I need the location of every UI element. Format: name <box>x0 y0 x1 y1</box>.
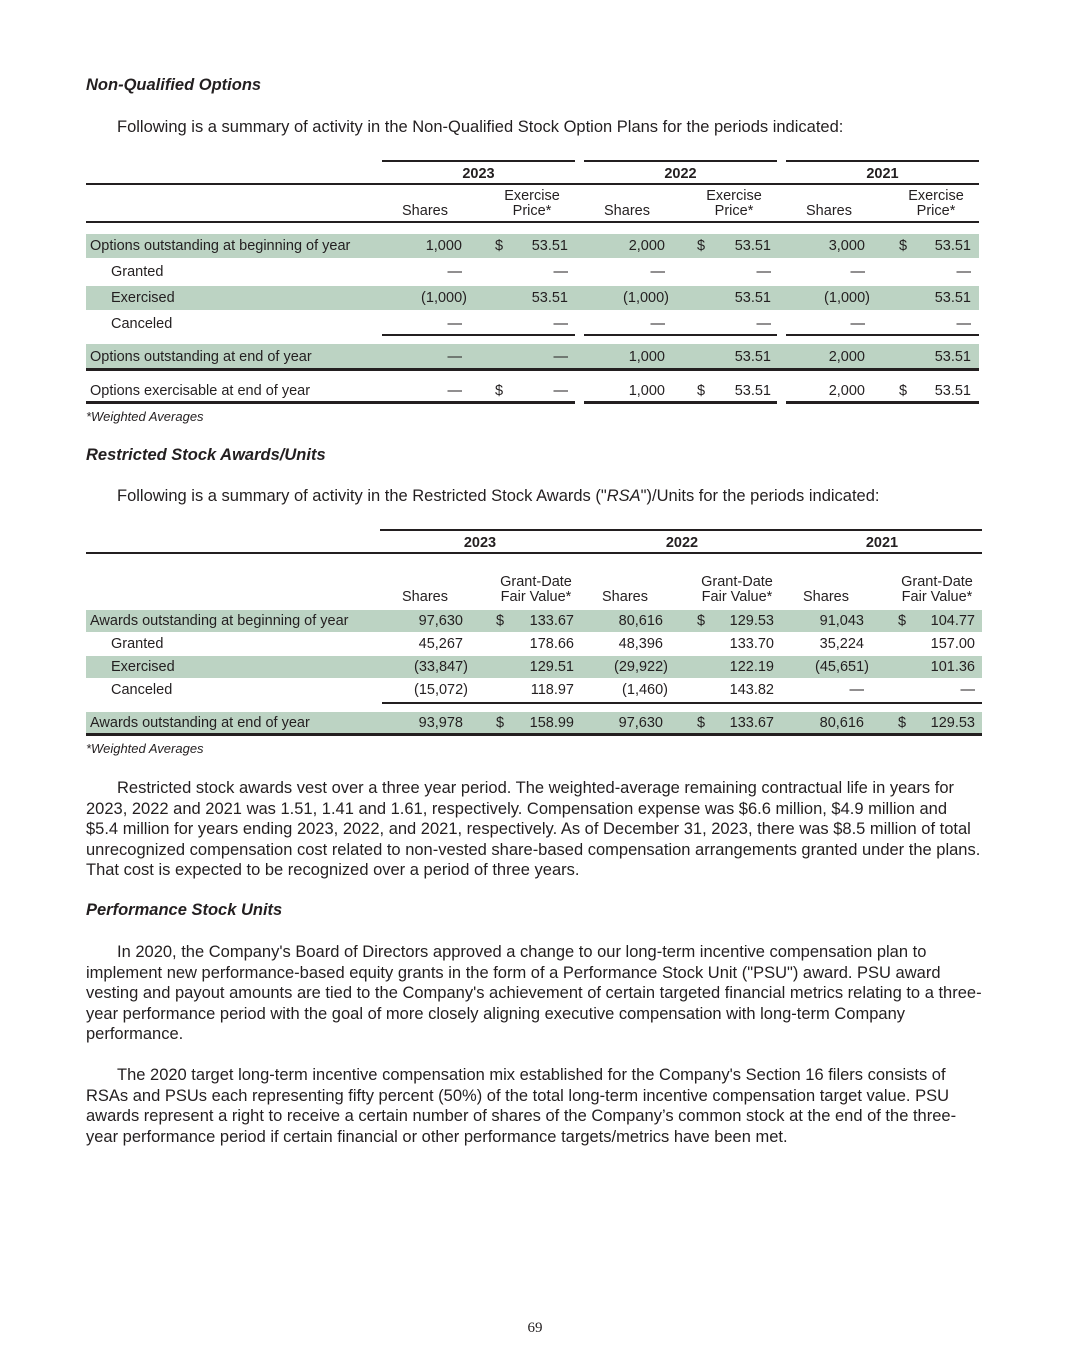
cell-shares-2021: — <box>850 316 865 332</box>
cell-shares-2022: — <box>650 264 665 280</box>
table-row <box>86 679 982 701</box>
table-row <box>86 286 979 310</box>
cell-shares-2021: 2,000 <box>828 349 865 365</box>
cell-shares-2023: — <box>447 316 462 332</box>
rsa-col-shares-2021: Shares <box>803 589 849 605</box>
rsa-year-2022: 2022 <box>665 535 699 551</box>
row-label: Awards outstanding at beginning of year <box>90 613 349 629</box>
cell-shares-2021: 35,224 <box>819 636 864 652</box>
cell-price-2023: 53.51 <box>531 238 568 254</box>
table-row <box>86 633 982 655</box>
rsa-col-value-2022: Grant-Date Fair Value* <box>701 574 773 605</box>
cell-shares-2022: 1,000 <box>628 349 665 365</box>
cell-shares-2022: 2,000 <box>628 238 665 254</box>
cell-shares-2021: (1,000) <box>824 290 870 306</box>
cell-shares-2021: 3,000 <box>828 238 865 254</box>
rsa-paragraph: Restricted stock awards vest over a three year period. The weighted-average remaining contractual life in years for 2023, 2022 and 2021 was 1.51, 1.41 and 1.61, respectively. Compensation expense was $6.6 million, $4.9 million and $5.4 million for years ending 2023, 2022, and 2021, respectively. As of December 31, 2023, there was $8.5 million of total unrecognized compensation cost related to non-vested share-based compensation arrangements granted under the plans. That cost is expected to be recognized over a period of three years. <box>86 779 981 879</box>
table-row <box>86 378 979 402</box>
row-label: Options outstanding at end of year <box>90 349 312 365</box>
row-label: Exercised <box>111 290 175 306</box>
row-label: Options exercisable at end of year <box>90 383 311 399</box>
nqo-col-price-2023: Exercise Price* <box>504 188 560 219</box>
cell-value-2021: 129.53 <box>930 715 975 731</box>
nqo-year-2023: 2023 <box>462 166 495 182</box>
cell-value-2023: 129.51 <box>529 659 574 675</box>
rsa-footnote: *Weighted Averages <box>86 741 204 756</box>
cell-price-2023: — <box>553 349 568 365</box>
cell-dollar-2021: $ <box>899 383 908 399</box>
cell-price-2023: — <box>553 264 568 280</box>
cell-value-2023: 118.97 <box>530 682 574 698</box>
cell-shares-2021: (45,651) <box>814 659 869 675</box>
table-row <box>86 312 979 336</box>
cell-price-2023: 53.51 <box>531 290 568 306</box>
rsa-col-value-2023: Grant-Date Fair Value* <box>500 574 572 605</box>
cell-shares-2021: 2,000 <box>828 383 865 399</box>
cell-shares-2021: — <box>849 682 864 698</box>
cell-value-2023: 158.99 <box>529 715 574 731</box>
cell-price-2021: 53.51 <box>934 290 971 306</box>
cell-value-2021: 101.36 <box>930 659 975 675</box>
nqo-heading: Non-Qualified Options <box>86 76 262 94</box>
cell-shares-2023: 1,000 <box>425 238 462 254</box>
cell-value-2021: 104.77 <box>930 613 975 629</box>
cell-dollar-2022: $ <box>697 383 706 399</box>
cell-value-2022: 133.70 <box>729 636 774 652</box>
cell-dollar-2023: $ <box>495 383 504 399</box>
nqo-col-shares-2022: Shares <box>604 203 650 219</box>
cell-shares-2022: (1,460) <box>622 682 668 698</box>
cell-price-2021: — <box>956 316 971 332</box>
table-row <box>86 712 982 734</box>
cell-dollar-2021: $ <box>898 715 907 731</box>
rsa-year-2023: 2023 <box>463 535 497 551</box>
cell-shares-2022: 80,616 <box>618 613 663 629</box>
cell-price-2022: — <box>756 316 771 332</box>
nqo-year-2021: 2021 <box>866 166 899 182</box>
cell-dollar-2023: $ <box>496 613 505 629</box>
rsa-intro-text: Following is a summary of activity in the Restricted Stock Awards (" <box>117 487 607 505</box>
table-row <box>86 260 979 284</box>
cell-dollar-2021: $ <box>899 238 908 254</box>
cell-shares-2023: — <box>447 383 462 399</box>
psu-paragraph-1: In 2020, the Company's Board of Directors approved a change to our long-term incentive compensation plan to implement new performance-based equity grants in the form of a Performance Stock Unit ("PSU") award. PSU award vesting and payout amounts are tied to the Company's achievement of certain targeted financial metrics relating to a three-year performance period with the goal of more closely aligning executive compensation with long-term Company performance. <box>86 943 982 1043</box>
psu-heading: Performance Stock Units <box>86 901 283 919</box>
cell-dollar-2021: $ <box>898 613 907 629</box>
cell-value-2023: 133.67 <box>529 613 574 629</box>
cell-shares-2023: (33,847) <box>413 659 468 675</box>
row-label: Canceled <box>111 682 173 698</box>
row-label: Canceled <box>111 316 173 332</box>
cell-value-2022: 133.67 <box>729 715 774 731</box>
rsa-heading: Restricted Stock Awards/Units <box>86 446 326 464</box>
row-label: Granted <box>111 636 164 652</box>
cell-shares-2023: 93,978 <box>418 715 463 731</box>
cell-dollar-2022: $ <box>697 238 706 254</box>
nqo-col-shares-2023: Shares <box>402 203 448 219</box>
table-row <box>86 656 982 678</box>
cell-dollar-2022: $ <box>697 613 706 629</box>
cell-value-2022: 129.53 <box>729 613 774 629</box>
row-label: Awards outstanding at end of year <box>90 715 310 731</box>
cell-value-2022: 122.19 <box>729 659 774 675</box>
cell-price-2022: 53.51 <box>734 349 771 365</box>
rsa-year-2021: 2021 <box>865 535 899 551</box>
cell-price-2021: 53.51 <box>934 349 971 365</box>
cell-value-2022: 143.82 <box>729 682 774 698</box>
nqo-col-price-2021: Exercise Price* <box>908 188 964 219</box>
cell-dollar-2023: $ <box>496 715 505 731</box>
nqo-col-shares-2021: Shares <box>806 203 852 219</box>
table-row <box>86 234 979 258</box>
cell-shares-2022: (1,000) <box>623 290 669 306</box>
cell-shares-2023: 97,630 <box>418 613 463 629</box>
row-label: Exercised <box>111 659 175 675</box>
rsa-col-shares-2023: Shares <box>402 589 448 605</box>
table-row <box>86 344 979 368</box>
cell-shares-2022: 48,396 <box>618 636 663 652</box>
row-label: Granted <box>111 264 164 280</box>
rsa-table <box>86 529 982 739</box>
cell-value-2023: 178.66 <box>529 636 574 652</box>
cell-price-2021: 53.51 <box>934 383 971 399</box>
cell-shares-2021: — <box>850 264 865 280</box>
table-row <box>86 610 982 632</box>
cell-price-2023: — <box>553 316 568 332</box>
cell-price-2021: — <box>956 264 971 280</box>
nqo-table <box>86 160 982 410</box>
cell-dollar-2022: $ <box>697 715 706 731</box>
rsa-intro-abbrev: RSA <box>606 487 641 505</box>
cell-shares-2022: — <box>650 316 665 332</box>
cell-shares-2023: — <box>447 349 462 365</box>
cell-shares-2023: 45,267 <box>418 636 463 652</box>
cell-shares-2021: 91,043 <box>819 613 864 629</box>
cell-value-2021: 157.00 <box>930 636 975 652</box>
cell-price-2023: — <box>553 383 568 399</box>
cell-shares-2023: — <box>447 264 462 280</box>
rsa-intro-text-end: ")/Units for the periods indicated: <box>640 487 880 505</box>
cell-shares-2022: 97,630 <box>618 715 663 731</box>
nqo-year-2022: 2022 <box>664 166 697 182</box>
cell-shares-2023: (15,072) <box>413 682 468 698</box>
cell-price-2022: 53.51 <box>734 238 771 254</box>
page-number: 69 <box>527 1320 543 1336</box>
cell-price-2022: — <box>756 264 771 280</box>
nqo-intro: Following is a summary of activity in the Non-Qualified Stock Option Plans for the periods indicated: <box>117 118 844 136</box>
cell-shares-2022: 1,000 <box>628 383 665 399</box>
psu-paragraph-2: The 2020 target long-term incentive compensation mix established for the Company's Section 16 filers consists of RSAs and PSUs each representing fifty percent (50%) of the total long-term incentive compensation target value. PSU awards represent a right to receive a certain number of shares of the Company’s common stock at the end of the three-year performance period if certain financial or other performance targets/metrics have been met. <box>86 1066 957 1146</box>
nqo-col-price-2022: Exercise Price* <box>706 188 762 219</box>
cell-dollar-2023: $ <box>495 238 504 254</box>
cell-price-2022: 53.51 <box>734 290 771 306</box>
rsa-intro <box>86 486 982 507</box>
rsa-col-value-2021: Grant-Date Fair Value* <box>901 574 973 605</box>
nqo-footnote: *Weighted Averages <box>86 409 204 424</box>
cell-price-2021: 53.51 <box>934 238 971 254</box>
cell-value-2021: — <box>960 682 975 698</box>
cell-shares-2022: (29,922) <box>613 659 668 675</box>
cell-price-2022: 53.51 <box>734 383 771 399</box>
rsa-col-shares-2022: Shares <box>602 589 648 605</box>
row-label: Options outstanding at beginning of year <box>90 238 351 254</box>
cell-shares-2023: (1,000) <box>421 290 467 306</box>
cell-shares-2021: 80,616 <box>819 715 864 731</box>
